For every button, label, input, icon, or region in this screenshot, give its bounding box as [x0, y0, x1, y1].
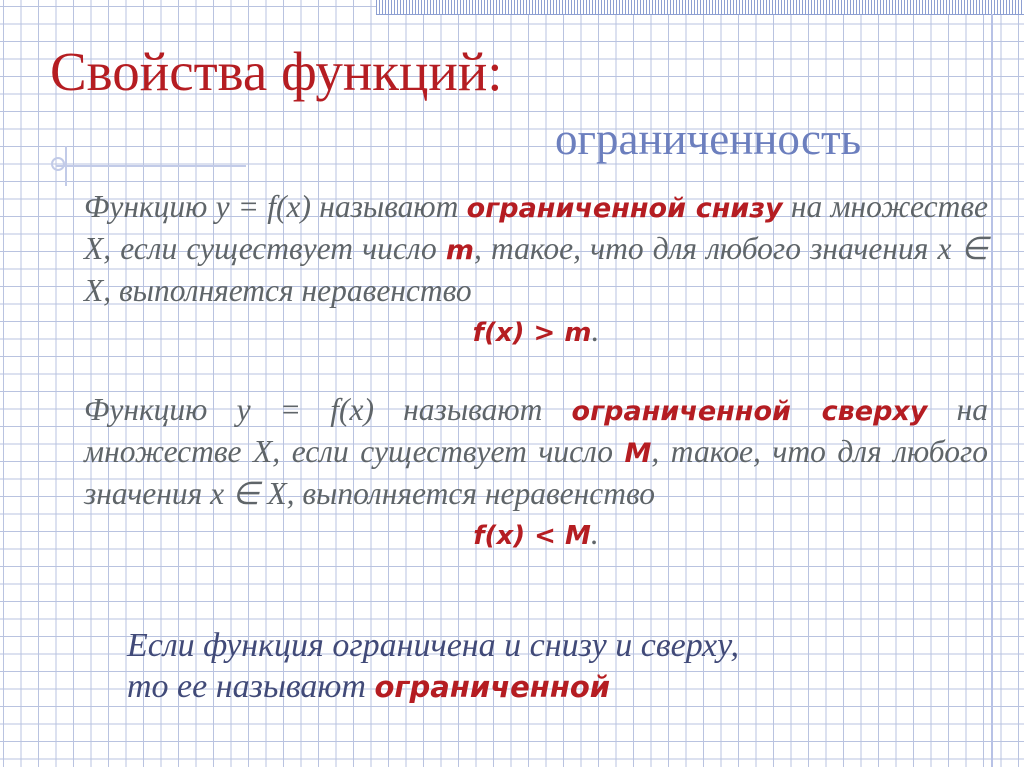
- definition-keyword: ограниченной сверху: [571, 396, 928, 427]
- definition-text: , такое, что для любого значения x ∈ X, выполняется неравенство: [84, 434, 989, 511]
- definition-bounded-above: [84, 390, 988, 556]
- definition-text: на множестве X, если существует число: [84, 189, 988, 266]
- inequality-formula: f(x) > m: [472, 318, 592, 348]
- conclusion-keyword: ограниченной: [374, 670, 611, 704]
- definition-parameter: m: [445, 235, 474, 266]
- divider-ornament-circle: [51, 157, 65, 171]
- inequality-end: .: [591, 313, 600, 348]
- divider-ornament-line: [56, 165, 246, 167]
- definition-text: , такое, что для любого значения x ∈ X, выполняется неравенство: [84, 231, 989, 308]
- conclusion-statement: [127, 625, 927, 708]
- slide-title: Свойства функций:: [50, 41, 503, 102]
- definition-keyword: ограниченной снизу: [466, 193, 783, 224]
- inequality-end: .: [590, 516, 599, 551]
- conclusion-line-2: то ее называют: [127, 668, 375, 705]
- inequality-line: [84, 311, 988, 353]
- definition-text: на множестве X, если существует число: [84, 392, 988, 469]
- definition-text: Функцию y = f(x) называют: [84, 392, 572, 427]
- notebook-margin-line: [991, 14, 993, 767]
- slide-subtitle: ограниченность: [555, 114, 862, 164]
- definition-bounded-below: [84, 187, 988, 353]
- inequality-line: [84, 514, 988, 556]
- definition-parameter: M: [624, 438, 652, 469]
- decorative-top-band: [376, 0, 1024, 15]
- inequality-formula: f(x) < M: [473, 521, 591, 551]
- definition-text: Функцию y = f(x) называют: [84, 189, 467, 224]
- conclusion-line-1: Если функция ограничена и снизу и сверху,: [127, 627, 739, 664]
